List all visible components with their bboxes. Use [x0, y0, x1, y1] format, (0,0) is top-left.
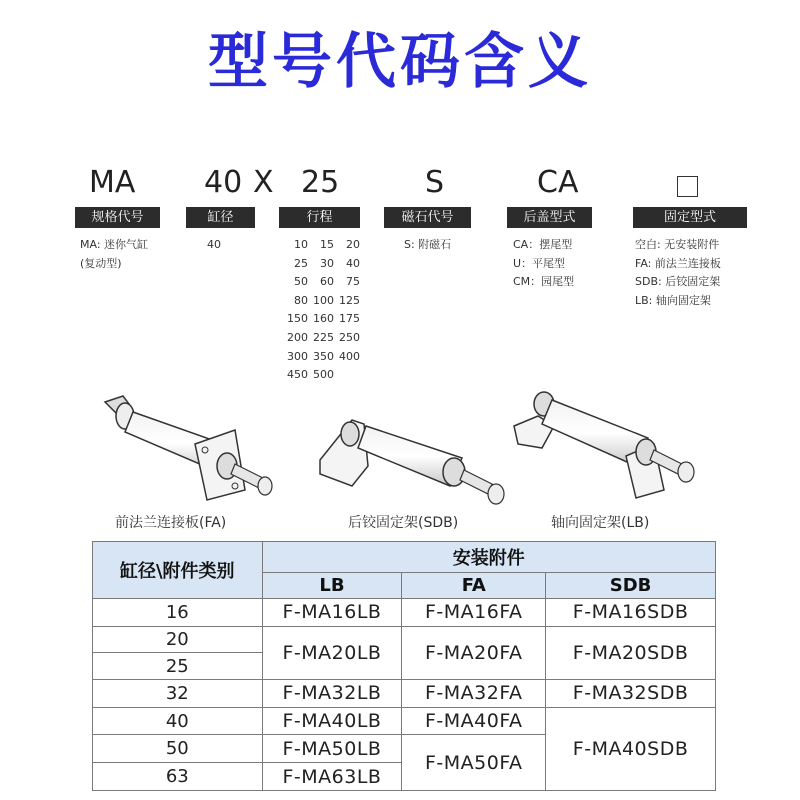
table-row	[93, 707, 716, 735]
code-cap: CA	[537, 165, 579, 200]
code-bore: 40	[204, 165, 243, 200]
sdb-cell: F-MA32SDB	[546, 679, 716, 707]
stroke-row: 300 350 400	[287, 349, 360, 363]
lb-cell: F-MA32LB	[262, 679, 402, 707]
table-row	[93, 626, 716, 653]
bore-cell: 25	[93, 653, 263, 680]
desc-series: MA: 迷你气缸 (复动型)	[80, 238, 149, 270]
stroke-row: 50 60 75	[294, 275, 360, 289]
lb-cell: F-MA50LB	[262, 735, 402, 763]
fa-cylinder-image	[95, 390, 295, 510]
stroke-row: 10 15 20	[294, 238, 360, 251]
desc-mount: 空白: 无安装附件 FA: 前法兰连接板 SDB: 后铰固定架 LB: 轴向固定架	[635, 238, 721, 307]
table-row	[93, 599, 716, 627]
desc-magnet: S: 附磁石	[404, 238, 452, 251]
stroke-row: 200 225 250	[287, 330, 360, 344]
lb-cylinder-image	[508, 386, 708, 506]
label-bore: 缸径	[186, 207, 255, 228]
sdb-cell: F-MA20SDB	[546, 626, 716, 679]
lb-cell: F-MA16LB	[262, 599, 402, 627]
stroke-list	[282, 236, 360, 385]
stroke-row: 80 100 125	[294, 293, 360, 307]
stroke-row: 25 30 40	[294, 256, 360, 270]
label-series: 规格代号	[75, 207, 160, 228]
desc-bore: 40	[207, 238, 221, 251]
label-mount: 固定型式	[633, 207, 747, 228]
table-corner-header: 缸径\附件类别	[93, 542, 263, 599]
bore-cell: 40	[93, 707, 263, 735]
fa-cell: F-MA16FA	[402, 599, 546, 627]
lb-cell: F-MA20LB	[262, 626, 402, 679]
bore-cell: 16	[93, 599, 263, 627]
sdb-cell: F-MA16SDB	[546, 599, 716, 627]
code-magnet: S	[425, 165, 445, 200]
caption-lb: 轴向固定架(LB)	[551, 515, 650, 531]
fa-cell: F-MA40FA	[402, 707, 546, 735]
table-group-header: 安装附件	[262, 542, 715, 573]
sdb-cylinder-image	[312, 400, 522, 510]
bore-cell: 32	[93, 679, 263, 707]
table-row	[93, 679, 716, 707]
page-title: 型号代码含义	[208, 27, 592, 97]
col-header-fa: FA	[402, 573, 546, 599]
lb-cell: F-MA40LB	[262, 707, 402, 735]
sdb-cell: F-MA40SDB	[546, 707, 716, 790]
col-header-lb: LB	[262, 573, 402, 599]
fa-cell: F-MA50FA	[402, 735, 546, 791]
code-stroke: 25	[301, 165, 340, 200]
label-stroke: 行程	[279, 207, 360, 228]
lb-cell: F-MA63LB	[262, 763, 402, 791]
accessory-table	[92, 541, 716, 791]
code-mount-box	[677, 176, 698, 197]
code-x: X	[253, 165, 274, 200]
caption-fa: 前法兰连接板(FA)	[115, 515, 227, 531]
fa-cell: F-MA20FA	[402, 626, 546, 679]
stroke-row: 450 500	[287, 368, 334, 382]
code-series: MA	[89, 165, 136, 200]
bore-cell: 50	[93, 735, 263, 763]
caption-sdb: 后铰固定架(SDB)	[348, 515, 459, 531]
col-header-sdb: SDB	[546, 573, 716, 599]
label-cap: 后盖型式	[507, 207, 592, 228]
label-magnet: 磁石代号	[384, 207, 471, 228]
fa-cell: F-MA32FA	[402, 679, 546, 707]
desc-cap: CA：摆尾型 U：平尾型 CM：园尾型	[513, 238, 575, 289]
stroke-row: 150 160 175	[287, 312, 360, 326]
bore-cell: 63	[93, 763, 263, 791]
bore-cell: 20	[93, 626, 263, 653]
